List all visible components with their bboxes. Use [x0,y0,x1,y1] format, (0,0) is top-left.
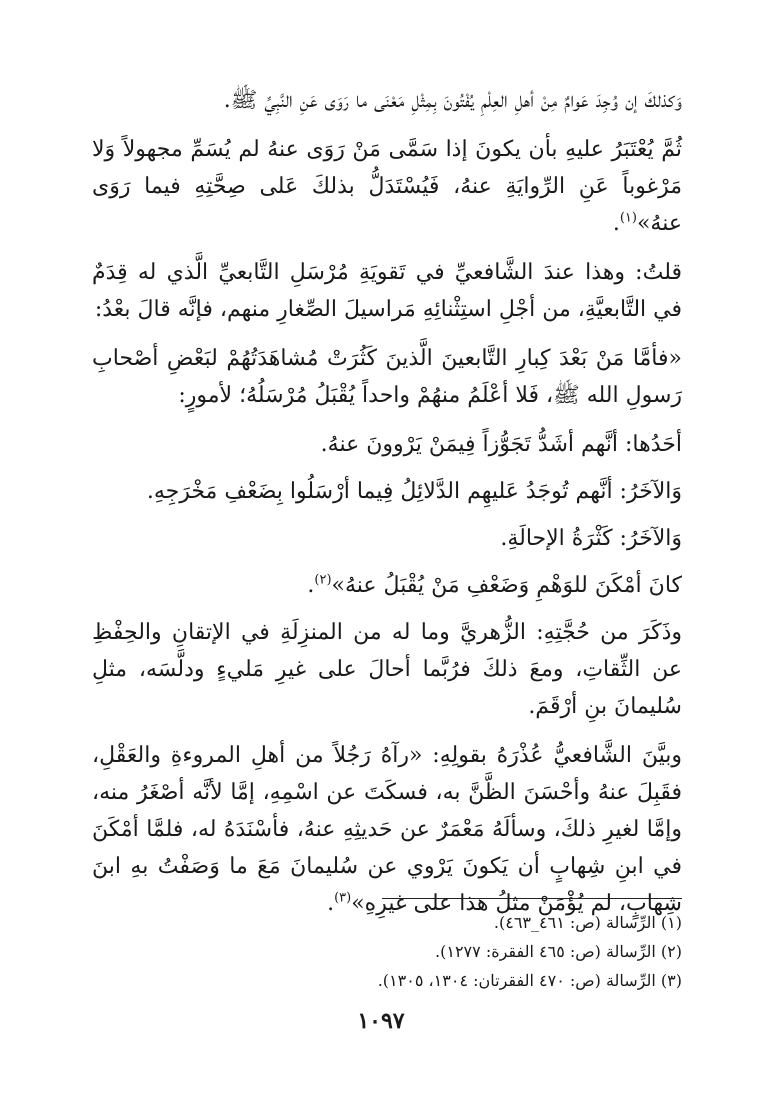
paragraph: وبيَّنَ الشَّافعيُّ عُذْرَهُ بقولِهِ: «رآهُ رَجُلاً من أهلِ المروءةِ والعَقْلِ، فقَبِلَ عنهُ وأحْسَنَ الظَّنَّ به، فسكَتَ عن اسْمِهِ، إمَّا لأنَّه أصْغَرُ منه، وإمَّا لغيرِ ذلكَ، وسألَهُ مَعْمَرٌ عن حَديثِهِ عنهُ، فأسْنَدَهُ له، فلمَّا أمْكَنَ في ابنِ شِهابٍ أن يَكونَ يَرْوي عن سُليمانَ مَعَ ما وَصَفْتُ بهِ ابنَ شِهابٍ، لم يُؤْمَنْ مثلُ هذا على غيرِهِ»$^{(٣)}$. [92,743,682,916]
paragraph: قلتُ: وهذا عندَ الشَّافعيِّ في تَقويَةِ مُرْسَلِ التَّابعيِّ الَّذي له قِدَمٌ في التَّابعيَّةِ، من أجْلِ استِثْنائِهِ مَراسيلَ الصِّغارِ منهم، فإنَّه قالَ بعْدُ: [92,260,682,322]
paragraph: ثُمَّ يُعْتَبَرُ عليهِ بأن يكونَ إذا سَمَّى مَنْ رَوَى عنهُ لم يُسَمِّ مجهولاً وَلا مَرْغوباً عَنِ الرِّوايَةِ عنهُ، فَيُسْتَدَلُّ بذلكَ عَلى صِحَّتِهِ فيما رَوَى عنهُ»$^{(١)}$. [92,137,682,236]
paragraph: «فأمَّا مَنْ بَعْدَ كِبارِ التَّابعينَ الَّذينَ كَثُرَتْ مُشاهَدَتُهُمْ لبَعْضِ أصْحابِ رَسولِ الله ﷺ، فَلا أعْلَمُ منهُمْ واحداً يُقْبَلُ مُرْسَلُهُ؛ لأمورٍ: [92,346,682,408]
footnote: (١) الرِّسالة (ص: ٤٦١_٤٦٣). [493,913,682,932]
paragraph: كانَ أمْكَنَ للوَهْمِ وَضَعْفِ مَنْ يُقْبَلُ عنهُ»$^{(٢)}$. [307,572,682,598]
footnote-ref[interactable]: (١) [619,210,637,226]
footnote-divider [382,898,682,899]
footnote-ref[interactable]: (٢) [314,572,332,588]
footnote: (٣) الرِّسالة (ص: ٤٧٠ الفقرتان: ١٣٠٤، ١٣٠٥). [377,971,682,990]
paragraph: وَالآخَرُ: أنَّهم تُوجَدُ عَليهِم الدَّلائِلُ فِيما أرْسَلُوا بِضَعْفِ مَخْرَجِهِ. [146,479,682,504]
paragraph: وَالآخَرُ: كَثْرَةُ الإحالَةِ. [500,526,682,551]
footnote-ref[interactable]: (٣) [334,890,352,906]
paragraph: وَكذلكَ إن وُجِدَ عَوامٌ مِنْ أهلِ العِلْمِ يُفْتُونَ بِمِثْلِ مَعْنَى ما رَوَى عَنِ النَّبِيِّ ﷺ. [223,88,682,113]
footnote: (٢) الرِّسالة (ص: ٤٦٥ الفقرة: ١٢٧٧). [435,942,682,961]
main-text [92,82,682,934]
paragraph: أحَدُها: أنَّهم أشَدُّ تَجَوُّزاً فِيمَنْ يَرْوونَ عنهُ. [320,432,682,457]
footnotes [92,908,682,995]
paragraph: وذَكَرَ من حُجَّتِهِ: الزُّهريَّ وما له من المنزِلَةِ في الإتقانِ والحِفْظِ عن الثِّقاتِ، ومعَ ذلكَ فرُبَّما أحالَ على غيرِ مَليءٍ ودلَّسَه، مثلِ سُليمانَ بنِ أرْقَمَ. [92,620,682,719]
page-number: ١٠٩٧ [357,1008,405,1034]
